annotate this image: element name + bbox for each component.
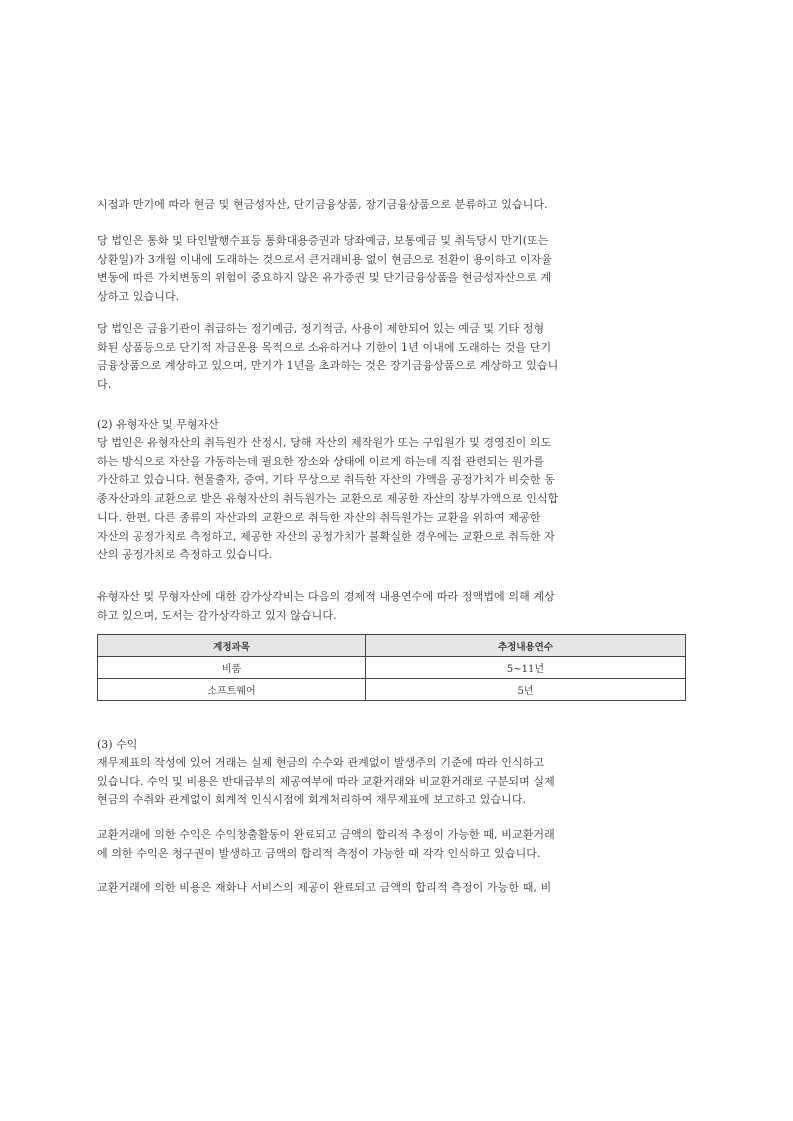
cell-account: 소프트웨어 <box>98 679 366 701</box>
cell-useful-life: 5~11년 <box>366 657 686 679</box>
useful-life-table <box>97 634 686 701</box>
cell-useful-life: 5년 <box>366 679 686 701</box>
header-useful-life: 추정내용연수 <box>366 635 686 657</box>
paragraph-expense-recognition: 교환거래에 의한 비용은 재화나 서비스의 제공이 완료되고 금액의 합리적 측정이 가능한 때, 비 <box>97 881 552 894</box>
paragraph-revenue-recognition: 교환거래에 의한 수익은 수익창출활동이 완료되고 금액의 합리적 추정이 가능한 때, 비교환거래 에 의한 수익은 청구권이 발생하고 금액의 합리적 측정이 가능한 때 각각 인식하고 있습니다. <box>97 828 555 860</box>
paragraph-accrual-basis: 재무제표의 작성에 있어 거래는 실제 현금의 수수와 관계없이 발생주의 기준에 따라 인식하고 있습니다. 수익 및 비용은 반대급부의 제공여부에 따라 교환거래와 비교환거래로 구분되며 실제 현금의 수취와 관계없이 회계적 인식시점에 회계처리하여 재무제표에 보고하고 있습니다. <box>97 756 555 807</box>
header-account: 계정과목 <box>98 635 366 657</box>
section-heading-revenue: (3) 수익 <box>97 738 138 751</box>
cell-account: 비품 <box>98 657 366 679</box>
paragraph-cash-equivalents: 당 법인은 통화 및 타인발행수표등 통화대용증권과 당좌예금, 보통예금 및 취득당시 만기(또는 상환일)가 3개월 이내에 도래하는 것으로서 큰거래비용 없이 현금으로 전환이 용이하고 이자율 변동에 따른 가치변동의 위험이 중요하지 않은 유가증권 및 단기금융상품을 현금성자산으로 계 상하고 있습니다. <box>97 234 553 304</box>
paragraph-cash-classification: 시점과 만기에 따라 현금 및 현금성자산, 단기금융상품, 장기금융상품으로 분류하고 있습니다. <box>97 198 548 211</box>
paragraph-financial-products: 당 법인은 금융기관이 취급하는 정기예금, 정기적금, 사용이 제한되어 있는 예금 및 기타 정형 화된 상품등으로 단기적 자금운용 목적으로 소유하거나 기한이 1년 이내에 도래하는 것을 단기 금융상품으로 계상하고 있으며, 만기가 1년을 초과하는 것은 장기금융상품으로 계상하고 있습니 다. <box>97 322 559 392</box>
paragraph-acquisition-cost: 당 법인은 유형자산의 취득원가 산정시, 당해 자산의 제작원가 또는 구입원가 및 경영진이 의도 하는 방식으로 자산을 가동하는데 필요한 장소와 상태에 이르게 하는데 직접 관련되는 원가를 가산하고 있습니다. 현물출자, 증여, 기타 무상으로 취득한 자산의 가액을 공정가치가 비슷한 동 종자산과의 교환으로 받은 유형자산의 취득원가는 교환으로 제공한 자산의 장부가액으로 인식합 니다. 한편, 다른 종류의 자산과의 교환으로 취득한 자산의 취득원가는 교환을 위하여 제공한 자산의 공정가치로 측정하고, 제공한 자산의 공정가치가 불확실한 경우에는 교환으로 취득한 자 산의 공정가치로 측정하고 있습니다. <box>97 436 559 562</box>
table-header-row <box>98 635 686 657</box>
table-row <box>98 657 686 679</box>
table-row <box>98 679 686 701</box>
paragraph-depreciation: 유형자산 및 무형자산에 대한 감가상각비는 다음의 경제적 내용연수에 따라 정액법에 의해 계상 하고 있으며, 도서는 감가상각하고 있지 않습니다. <box>97 590 555 622</box>
section-heading-tangible-assets: (2) 유형자산 및 무형자산 <box>97 418 219 431</box>
